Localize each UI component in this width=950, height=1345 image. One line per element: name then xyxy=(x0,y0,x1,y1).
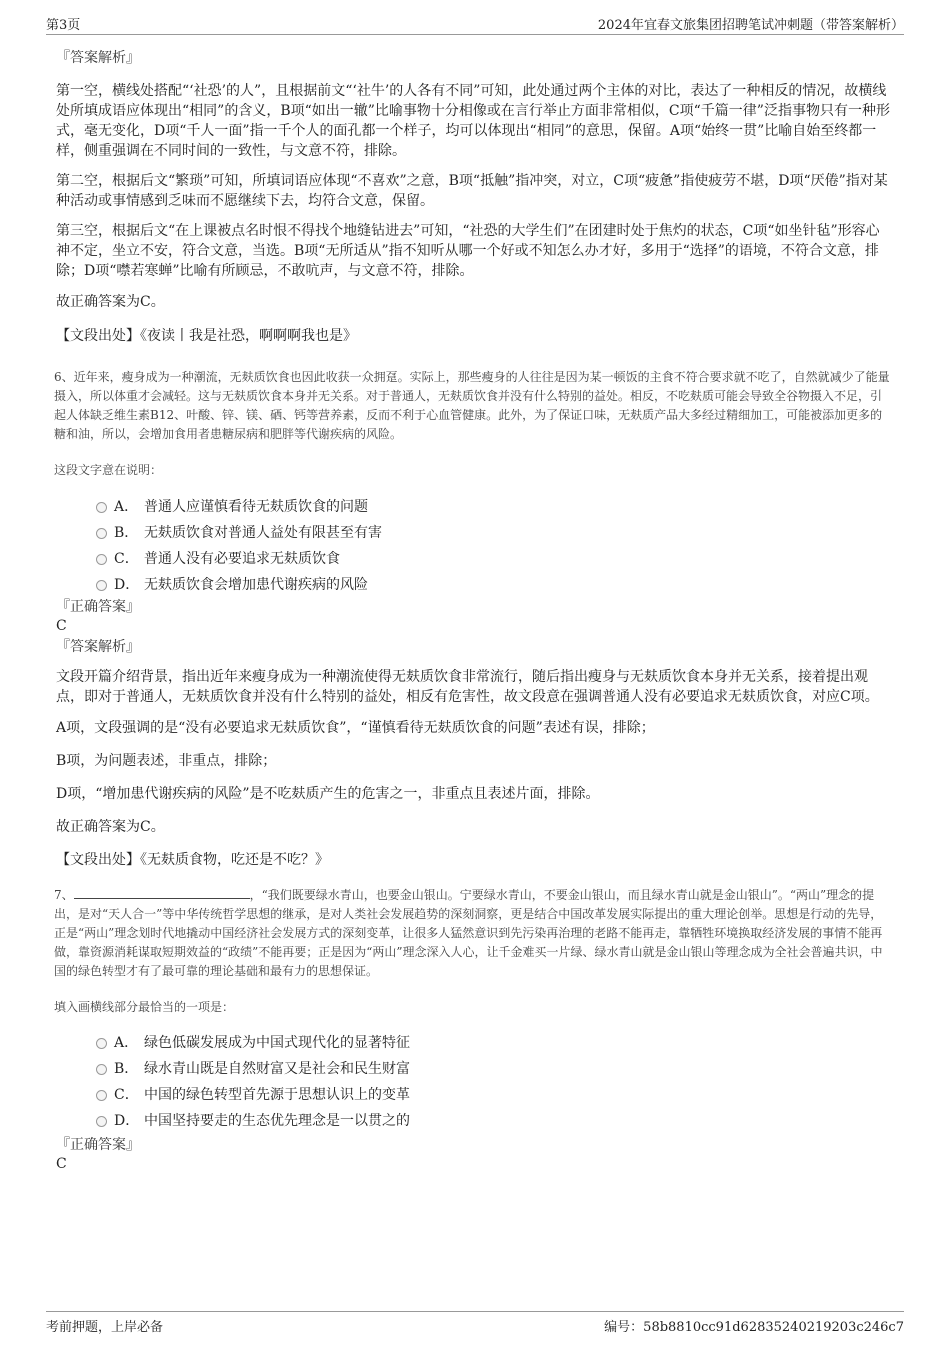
q6-note-d: D项，“增加患代谢疾病的风险”是不吃麸质产生的危害之一，非重点且表述片面，排除。 xyxy=(56,786,600,802)
page-footer xyxy=(46,1311,904,1334)
q6-analysis-tag: 『答案解析』 xyxy=(56,639,140,655)
document-id: 编号：58b8810cc91d62835240219203c246c7 xyxy=(604,1320,904,1335)
q5-analysis-p2: 第二空，根据后文“繁琐”可知，所填词语应体现“不喜欢”之意，B项“抵触”指冲突，对立，C项“疲惫”指使疲劳不堪，D项“厌倦”指对某种活动或事情感到乏味而不愿继续下去，均符合文意，保留。 xyxy=(56,173,888,209)
q6-options xyxy=(56,497,892,601)
q7-ask: 填入画横线部分最恰当的一项是： xyxy=(54,1000,235,1014)
q6-option-c[interactable]: C． 普通人没有必要追求无麸质饮食 xyxy=(56,549,892,575)
footer-slogan: 考前押题，上岸必备 xyxy=(46,1320,164,1335)
q7-answer: C xyxy=(56,1156,67,1172)
q5-analysis-p3: 第三空，根据后文“在上课被点名时恨不得找个地缝钻进去”可知，“社恐的大学生们”在团建时处于焦灼的状态，C项“如坐针毡”形容心神不定，坐立不安，符合文意，当选。B项“无所适从”指不知听从哪一个好或不知怎么办才好，多用于“选择”的语境，不符合文意，排除；D项“噤若寒蝉”比喻有所顾忌，不敢吭声，与文意不符，排除。 xyxy=(56,223,880,279)
q7-options xyxy=(56,1033,892,1137)
q6-option-b[interactable]: B． 无麸质饮食对普通人益处有限甚至有害 xyxy=(56,523,892,549)
document-body xyxy=(56,48,892,1173)
q6-stem: 6、近年来，瘦身成为一种潮流，无麸质饮食也因此收获一众拥趸。实际上，那些瘦身的人往往是因为某一顿饭的主食不符合要求就不吃了，自然就减少了能量摄入，所以体重才会减轻。这与无麸质饮食本身并无关系。对于普通人，无麸质饮食并没有什么特别的益处。相反，不吃麸质可能会导致全谷物摄入不足，引起人体缺乏维生素B12、叶酸、锌、镁、硒、钙等营养素，反而不利于心血管健康。此外，为了保证口味，无麸质产品大多经过精细加工，可能被添加更多的糖和油，所以，会增加食用者患糖尿病和肥胖等代谢疾病的风险。 xyxy=(54,370,890,441)
q7-option-c[interactable]: C． 中国的绿色转型首先源于思想认识上的变革 xyxy=(56,1085,892,1111)
q7-stem: 7、 ，“我们既要绿水青山，也要金山银山。宁要绿水青山，不要金山银山，而且绿水青山就是金山银山”。“两山”理念的提出，是对“天人合一”等中华传统哲学思想的继承，是对人类社会发展趋势的深刻洞察，更是结合中国改革发展实际提出的重大理论创举。思想是行动的先导，正是“两山”理念划时代地撬动中国经济社会发展方式的深刻变革，让很多人猛然意识到先污染再治理的老路不能再走，靠牺牲环境换取经济发展的事情不能再做，靠资源消耗谋取短期效益的“政绩”不能再要；正是因为“两山”理念深入人心，让千金难买一片绿、绿水青山就是金山银山等理念成为全社会普遍共识，中国的绿色转型才有了最可靠的理论基础和最有力的思想保证。 xyxy=(54,888,883,978)
q7-option-d[interactable]: D． 中国坚持要走的生态优先理念是一以贯之的 xyxy=(56,1111,892,1137)
radio-icon[interactable] xyxy=(96,580,107,591)
q6-conclusion: 故正确答案为C。 xyxy=(56,819,165,835)
q5-source: 【文段出处】《夜读丨我是社恐，啊啊啊我也是》 xyxy=(56,328,357,344)
page-header xyxy=(46,14,904,35)
q5-conclusion: 故正确答案为C。 xyxy=(56,294,165,310)
q7-option-a[interactable]: A． 绿色低碳发展成为中国式现代化的显著特征 xyxy=(56,1033,892,1059)
q7-answer-tag: 『正确答案』 xyxy=(56,1137,140,1153)
q6-answer: C xyxy=(56,618,67,634)
answer-blank xyxy=(74,886,250,899)
radio-icon[interactable] xyxy=(96,528,107,539)
q7-option-b[interactable]: B． 绿水青山既是自然财富又是社会和民生财富 xyxy=(56,1059,892,1085)
radio-icon[interactable] xyxy=(96,1090,107,1101)
radio-icon[interactable] xyxy=(96,1064,107,1075)
q6-option-a[interactable]: A． 普通人应谨慎看待无麸质饮食的问题 xyxy=(56,497,892,523)
radio-icon[interactable] xyxy=(96,502,107,513)
q6-note-b: B项，为问题表述，非重点，排除； xyxy=(56,753,277,769)
document-title: 2024年宜春文旅集团招聘笔试冲刺题（带答案解析） xyxy=(597,18,904,33)
q5-analysis-p1: 第一空，横线处搭配“‘社恐’的人”，且根据前文“‘社牛’的人各有不同”可知，此处通过两个主体的对比，表达了一种相反的情况，故横线处所填成语应体现出“相同”的含义，B项“如出一辙”比喻事物十分相像或在言行举止方面非常相似，C项“千篇一律”泛指事物只有一种形式，毫无变化，D项“千人一面”指一千个人的面孔都一个样子，均可以体现出“相同”的意思，保留。A项“始终一贯”比喻自始至终都一样，侧重强调在不同时间的一致性，与文意不符，排除。 xyxy=(56,83,890,159)
q6-source: 【文段出处】《无麸质食物，吃还是不吃？》 xyxy=(56,852,329,868)
q6-option-d[interactable]: D． 无麸质饮食会增加患代谢疾病的风险 xyxy=(56,575,892,601)
q6-analysis: 文段开篇介绍背景，指出近年来瘦身成为一种潮流使得无麸质饮食非常流行，随后指出瘦身与无麸质饮食本身并无关系，接着提出观点，即对于普通人，无麸质饮食并没有什么特别的益处，相反有危害性，故文段意在强调普通人没有必要追求无麸质饮食，对应C项。 xyxy=(56,669,879,705)
page-number: 第3页 xyxy=(46,18,81,33)
radio-icon[interactable] xyxy=(96,554,107,565)
q5-analysis-tag: 『答案解析』 xyxy=(56,50,140,66)
radio-icon[interactable] xyxy=(96,1116,107,1127)
q6-answer-tag: 『正确答案』 xyxy=(56,599,140,615)
q6-ask: 这段文字意在说明： xyxy=(54,463,163,477)
radio-icon[interactable] xyxy=(96,1038,107,1049)
q6-note-a: A项，文段强调的是“没有必要追求无麸质饮食”，“谨慎看待无麸质饮食的问题”表述有误，排除； xyxy=(56,720,655,736)
